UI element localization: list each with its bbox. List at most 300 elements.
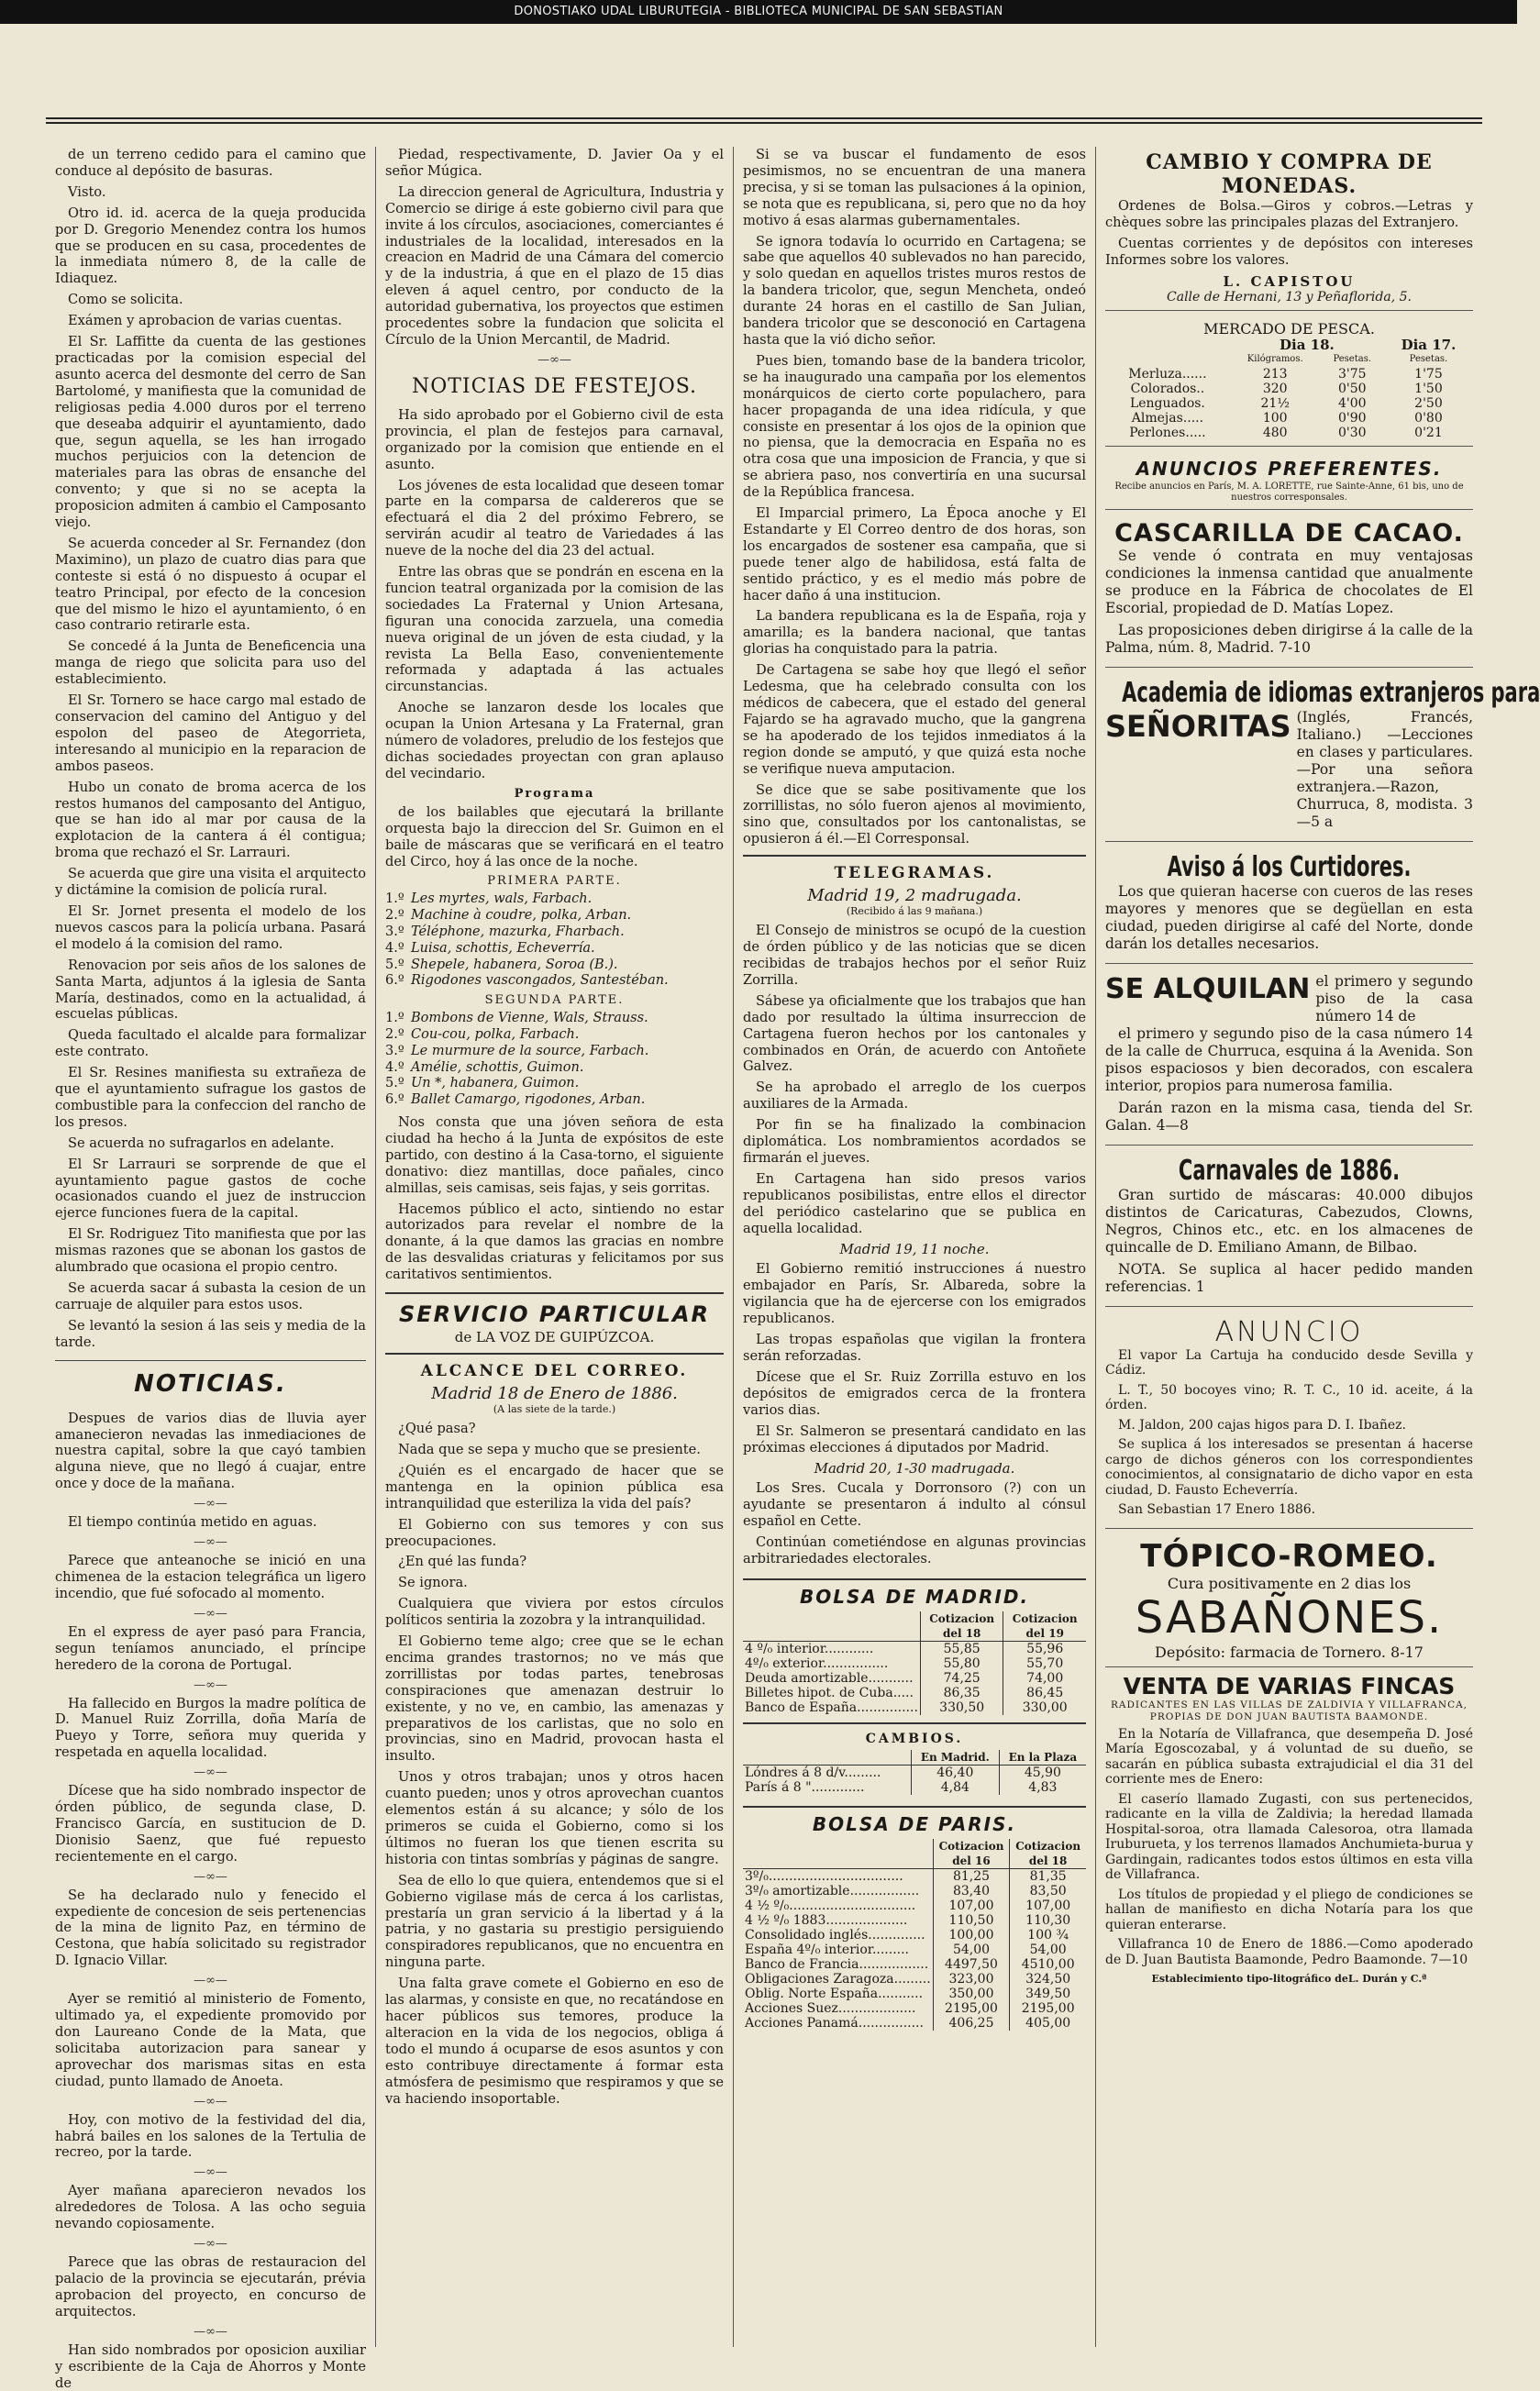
paragraph: En Cartagena han sido presos varios republicanos posibilistas, entre ellos el director del periódico castelarino que se publica en aquella localidad. bbox=[743, 1170, 1086, 1236]
program-item bbox=[385, 891, 724, 908]
row-label: 3º/₀................................. bbox=[745, 1868, 903, 1884]
cambios-row bbox=[743, 1765, 1086, 1780]
paragraph: Sea de ello lo que quiera, entendemos que si el Gobierno vigilase más de cerca á los carlistas, prestaría un gran servicio á la libertad y á la patria, y no gastaria su prestigio persiguiendo conspiradores republicanos, que no encuentra en ninguna parte. bbox=[385, 1872, 724, 1971]
row-value: 55,70 bbox=[1003, 1656, 1086, 1671]
program-number: 6.º bbox=[385, 1092, 404, 1108]
alcance-section bbox=[385, 1421, 724, 2107]
separator: —∞— bbox=[194, 1766, 227, 1780]
bolsa-madrid-row bbox=[743, 1686, 1086, 1700]
cambios-blank bbox=[743, 1750, 911, 1766]
row-value: 100,00 bbox=[933, 1928, 1010, 1943]
program-item bbox=[385, 1044, 724, 1060]
program-title: Le murmure de la source, Farbach. bbox=[411, 1043, 649, 1058]
program-number: 4.º bbox=[385, 940, 404, 956]
academia-senoritas: SEÑORITAS bbox=[1105, 708, 1291, 744]
cambios-table bbox=[743, 1750, 1086, 1795]
column-1 bbox=[46, 147, 376, 2391]
paragraph: Ha sido aprobado por el Gobierno civil de esta provincia, el plan de festejos para carnaval, organizado por la comision que entiende en el asunto. bbox=[385, 406, 724, 472]
pesca-col-kilos: Kilógramos. bbox=[1246, 353, 1303, 364]
paragraph: El Imparcial primero, La Época anoche y El Estandarte y El Correo dentro de dos horas, son los encargados de sostener esa campaña, que si puede tener algo de habilidosa, está falta de sentido práctico, y es el medio más pobre de hacer daño á una institucion. bbox=[743, 505, 1086, 603]
fincas-text4: Villafranca 10 de Enero de 1886.—Como apoderado de D. Juan Bautista Baamonde, Pedro Baamonde. 7—10 bbox=[1105, 1937, 1473, 1967]
fincas-title: VENTA DE VARIAS FINCAS bbox=[1123, 1672, 1456, 1699]
row-label: Acciones Suez................... bbox=[745, 2000, 916, 2016]
paragraph: ¿Quién es el encargado de hacer que se mantenga en la opinion pública esa intranquilidad que esteriliza la vida del país? bbox=[385, 1462, 724, 1511]
row-label: Merluza...... bbox=[1128, 366, 1207, 382]
program-item bbox=[385, 1060, 724, 1077]
alcance-time: (A las siete de la tarde.) bbox=[493, 1403, 616, 1416]
tel-date-1: Madrid 19, 2 madrugada. bbox=[807, 886, 1022, 906]
row-value: 54,00 bbox=[1010, 1943, 1086, 1957]
program-title: Shepele, habanera, Soroa (B.). bbox=[411, 957, 618, 972]
program-title: Machine à coudre, polka, Arban. bbox=[411, 908, 632, 924]
program-number: 5.º bbox=[385, 957, 404, 972]
alquilan-text-a: el primero y segundo piso de la casa número 14 de bbox=[1315, 972, 1473, 1024]
bolsa-paris-row bbox=[743, 1943, 1086, 1957]
separator: —∞— bbox=[194, 1974, 227, 1988]
row-label: Perlones..... bbox=[1129, 425, 1206, 440]
servicio-subheading: de LA VOZ DE GUIPÚZCOA. bbox=[454, 1329, 655, 1346]
ad-venta-fincas bbox=[1105, 1673, 1473, 1986]
row-value: 4'00 bbox=[1337, 395, 1367, 411]
bolsa-madrid-row bbox=[743, 1700, 1086, 1715]
paragraph: Piedad, respectivamente, D. Javier Oa y el señor Múgica. bbox=[385, 147, 724, 179]
row-value: 323,00 bbox=[933, 1972, 1010, 1987]
tel-date-3: Madrid 20, 1-30 madrugada. bbox=[814, 1460, 1015, 1478]
program-number: 2.º bbox=[385, 1027, 404, 1043]
paragraph: El Sr. Rodriguez Tito manifiesta que por las mismas razones que se abonan los gastos de alumbrado que ocasiona el propio centro. bbox=[55, 1226, 366, 1276]
telegram-block-3 bbox=[743, 1480, 1086, 1567]
top-rule bbox=[46, 117, 1482, 131]
paragraph: El Sr. Resines manifiesta su extrañeza de que el ayuntamiento sufrague los gastos de combustible para la confeccion del rancho de los presos. bbox=[55, 1065, 366, 1130]
program-title: Les myrtes, wals, Farbach. bbox=[411, 891, 593, 907]
paragraph: Se ignora todavía lo ocurrido en Cartagena; se sabe que aquellos 40 sublevados no han parecido, y solo quedan en aquellos tristes muros restos de la bandera tricolor, que, segun Mencheta, ondeó durante 24 horas en el castillo de San Julian, bandera tricolor que se desconoció en Cartagena hasta que la vió dicho señor. bbox=[743, 233, 1086, 348]
bolsa-paris-row bbox=[743, 1898, 1086, 1913]
separator: —∞— bbox=[194, 2165, 227, 2180]
anuncios-sub: Recibe anuncios en París, M. A. LORETTE, rue Sainte-Anne, 61 bis, uno de nuestros corresponsales. bbox=[1114, 481, 1464, 503]
pesca-row bbox=[1105, 367, 1473, 382]
program-item bbox=[385, 958, 724, 974]
row-value: 350,00 bbox=[933, 1987, 1010, 2001]
paragraph: Continúan cometiéndose en algunas provincias arbitrariedades electorales. bbox=[743, 1534, 1086, 1567]
row-value: 46,40 bbox=[911, 1765, 999, 1780]
paragraph: El Sr. Laffitte da cuenta de las gestiones practicadas por la comision especial del asunto acerca del desmonte del cerro de San Bartolomé, y manifiesta que la comunidad de religiosas pedia 4.000 duros por el terreno que deseaba adquirir el ayuntamiento, dado que, segun aquella, se les han irrogado muchos perjuicios con la detencion de materiales para las obras de ensanche del convento; y que si no se acepta la proposicion admiten á cambio el Camposanto viejo. bbox=[55, 334, 366, 531]
ad-cambio-monedas bbox=[1105, 147, 1473, 311]
bolsa-paris-col-a: Cotizacion del 16 bbox=[933, 1839, 1010, 1869]
paragraph: El Consejo de ministros se ocupó de la cuestion de órden público y de las noticias que se dicen recibidas de trabajos hechos por el señor Ruiz Zorrilla. bbox=[743, 923, 1086, 988]
cambio-name: L. CAPISTOU bbox=[1223, 272, 1356, 290]
paragraph: Si se va buscar el fundamento de esos pesimismos, no se encuentran de una manera precisa, y si se toman las pulsaciones á la opinion, se nota que es republicana, si, pero que no da hoy motivo á esas alarmas gubernamentales. bbox=[743, 147, 1086, 228]
bolsa-madrid-col-b: Cotizacion del 19 bbox=[1003, 1611, 1086, 1642]
paragraph: Renovacion por seis años de los salones de Santa Marta, adjuntos á la iglesia de Santa María, destinados, como en la actualidad, á escuelas públicas. bbox=[55, 957, 366, 1023]
program-item bbox=[385, 941, 724, 958]
row-label: 4 ½ º/₀............................... bbox=[745, 1898, 916, 1913]
cascarilla-text2: Las proposiciones deben dirigirse á la calle de la Palma, núm. 8, Madrid. 7-10 bbox=[1105, 621, 1473, 656]
carnavales-nota: NOTA. Se suplica al hacer pedido manden referencias. 1 bbox=[1105, 1260, 1473, 1295]
program-number: 3.º bbox=[385, 1043, 404, 1058]
separator: —∞— bbox=[194, 1535, 227, 1550]
paragraph: El Sr. Tornero se hace cargo mal estado de conservacion del camino del Antiguo y del espolon del paseo de Ategorrieta, interesando al municipio en la reparacion de ambos paseos. bbox=[55, 692, 366, 774]
paragraph: El Gobierno teme algo; cree que se le echan encima grandes trastornos; no ve más que zorrillistas por todas partes, tenebrosas conspiraciones que amenazan destruir lo existente, y no ve, en cambio, las amenazas y preparativos de los carlistas, que no solo en provincias, sino en Madrid, provocan hasta el insulto. bbox=[385, 1633, 724, 1765]
separator: —∞— bbox=[194, 1606, 227, 1621]
academia-title: Academia de idiomas extranjeros para bbox=[1122, 676, 1540, 709]
noticias-heading: NOTICIAS. bbox=[55, 1360, 366, 1398]
row-value: 86,35 bbox=[920, 1686, 1003, 1700]
printer-footer: Establecimiento tipo-litográfico deL. Durán y C.ª bbox=[1151, 1973, 1427, 1986]
paragraph: ¿En qué las funda? bbox=[398, 1554, 527, 1570]
anuncio-line-1: L. T., 50 bocoyes vino; R. T. C., 10 id. aceite, á la órden. bbox=[1105, 1382, 1473, 1413]
cambio-text2: Cuentas corrientes y de depósitos con intereses Informes sobre los valores. bbox=[1105, 235, 1473, 268]
cambios-row bbox=[743, 1780, 1086, 1795]
paragraph: Por fin se ha finalizado la combinacion diplomática. Los nombramientos acordados se firmarán el jueves. bbox=[743, 1117, 1086, 1166]
row-value: 1'75 bbox=[1414, 366, 1443, 382]
paragraph: Se acuerda no sufragarlos en adelante. bbox=[68, 1135, 335, 1151]
paragraph: Se acuerda sacar á subasta la cesion de un carruaje de alquiler para estos usos. bbox=[55, 1280, 366, 1312]
anuncio-line-2: M. Jaldon, 200 cajas higos para D. I. Ibañez. bbox=[1118, 1417, 1407, 1433]
pesca-day-1: Dia 18. bbox=[1280, 336, 1335, 353]
paragraph: El Sr Larrauri se sorprende de que el ayuntamiento pague gastos de coche ocasionados cuando el juez de instruccion ejerce funciones fuera de la capital. bbox=[55, 1156, 366, 1222]
fincas-text: En la Notaría de Villafranca, que desempeña D. José María Egoscozabal, y á voluntad de su dueño, se sacarán en pública subasta extrajudicial el dia 31 del corriente mes de Enero: bbox=[1105, 1726, 1473, 1788]
academia-text: (Inglés, Francés, Italiano.) —Lecciones en clases y particulares.—Por una señora extranjera.—Razon, Churruca, 8, modista. 3—5 a bbox=[1296, 708, 1473, 830]
row-value: 0'90 bbox=[1337, 410, 1367, 426]
cambio-title: CAMBIO Y COMPRA DE MONEDAS. bbox=[1146, 150, 1433, 198]
bolsa-madrid-heading: BOLSA DE MADRID. bbox=[743, 1578, 1086, 1608]
paragraph: El tiempo continúa metido en aguas. bbox=[68, 1514, 317, 1531]
separator: —∞— bbox=[537, 352, 571, 367]
separator: —∞— bbox=[194, 2324, 227, 2339]
program-number: 4.º bbox=[385, 1059, 404, 1075]
row-value: 330,50 bbox=[920, 1700, 1003, 1715]
paragraph: Se dice que se sabe positivamente que los zorrillistas, no sólo fueron ajenos al movimiento, sino que, consultados por los cantonalistas, se opusieron á él.—El Corresponsal. bbox=[743, 781, 1086, 847]
pesca-day-2: Dia 17. bbox=[1401, 336, 1457, 353]
pesca-blank-2 bbox=[1105, 352, 1230, 367]
program-item bbox=[385, 908, 724, 924]
telegramas-heading: TELEGRAMAS. bbox=[743, 855, 1086, 882]
cambios-col-b: En la Plaza bbox=[999, 1750, 1086, 1766]
row-value: 349,50 bbox=[1010, 1987, 1086, 2001]
program-number: 5.º bbox=[385, 1076, 404, 1091]
row-value: 81,25 bbox=[933, 1868, 1010, 1884]
bolsa-madrid-table bbox=[743, 1611, 1086, 1715]
row-value: 55,85 bbox=[920, 1641, 1003, 1656]
anuncio-line-3: Se suplica á los interesados se presentan á hacerse cargo de dichos géneros con los correspondientes conocimientos, al consignatario de dicho vapor en esta ciudad, D. Fausto Echeverría. bbox=[1105, 1437, 1473, 1498]
row-value: 3'75 bbox=[1337, 366, 1367, 382]
row-value: 83,40 bbox=[933, 1884, 1010, 1898]
cambios-heading: CAMBIOS. bbox=[743, 1722, 1086, 1746]
separator: —∞— bbox=[194, 2094, 227, 2109]
alquilan-big: SE ALQUILAN bbox=[1105, 972, 1311, 1005]
separator: —∞— bbox=[194, 2237, 227, 2252]
parte1-list bbox=[385, 891, 724, 990]
bolsa-paris-heading: BOLSA DE PARIS. bbox=[743, 1806, 1086, 1835]
row-value: 0'30 bbox=[1337, 425, 1367, 440]
paragraph: Se acuerda que gire una visita el arquitecto y dictámine la comision de policía rural. bbox=[55, 866, 366, 899]
anuncio-text: El vapor La Cartuja ha conducido desde Sevilla y Cádiz. bbox=[1105, 1347, 1473, 1378]
row-label: París á 8 "............. bbox=[745, 1779, 865, 1795]
row-value: 100 bbox=[1262, 410, 1288, 426]
paragraph: La direccion general de Agricultura, Industria y Comercio se dirige á este gobierno civil para que invite á los círculos, asociaciones, comerciantes é industriales de la localidad, interesados en la creacion en Madrid de una Cámara del comercio y de la industria, á que en el plazo de 15 dias eleven á aquel centro, por conducto de la autoridad gubernativa, los proyectos que estimen procedentes sobre la fundacion que solicita el Círculo de la Union Mercantil, de Madrid. bbox=[385, 183, 724, 348]
row-value: 2195,00 bbox=[933, 2001, 1010, 2016]
alquilan-text2: Darán razon en la misma casa, tienda del Sr. Galan. 4—8 bbox=[1105, 1099, 1473, 1134]
pesca-row bbox=[1105, 426, 1473, 440]
programa-intro: de los bailables que ejecutará la brillante orquesta bajo la direccion del Sr. Guimon en el baile de máscaras que se verificará en el teatro del Circo, hoy á las once de la noche. bbox=[385, 803, 724, 869]
paragraph: ¿Qué pasa? bbox=[398, 1421, 476, 1437]
ad-academia bbox=[1105, 673, 1540, 842]
row-value: 0'50 bbox=[1337, 381, 1367, 396]
row-label: Banco de España............... bbox=[745, 1699, 918, 1715]
program-number: 1.º bbox=[385, 1011, 404, 1026]
paragraph: Se acuerda conceder al Sr. Fernandez (don Maximino), un plazo de cuatro dias para que conteste si está ó no dispuesto á ocupar el teatro Principal, por efecto de la concesion que del mismo le hizo el ayuntamiento, ó en caso contrario retirarle esta. bbox=[55, 535, 366, 634]
paragraph: Las tropas españolas que vigilan la frontera serán reforzadas. bbox=[743, 1332, 1086, 1364]
festejos-heading: NOTICIAS DE FESTEJOS. bbox=[411, 374, 698, 398]
program-item bbox=[385, 973, 724, 990]
paragraph: Se ignora. bbox=[398, 1575, 468, 1591]
parte1-heading: PRIMERA PARTE. bbox=[487, 874, 622, 889]
ad-anuncio-vapor bbox=[1105, 1312, 1473, 1529]
cascarilla-text: Se vende ó contrata en muy ventajosas condiciones la inmensa cantidad que anualmente se produce en la Fábrica de chocolates de El Escorial, propiedad de D. Matías Lopez. bbox=[1105, 547, 1473, 616]
row-value: 405,00 bbox=[1010, 2016, 1086, 2031]
program-title: Cou-cou, polka, Farbach. bbox=[411, 1027, 580, 1043]
paragraph: Se ha aprobado el arreglo de los cuerpos auxiliares de la Armada. bbox=[743, 1079, 1086, 1112]
paragraph: Hubo un conato de broma acerca de los restos humanos del camposanto del Antiguo, que se han ido al mar por causa de la explotacion de la cantera á él contigua; broma que rechazó el Sr. Larrauri. bbox=[55, 779, 366, 861]
program-title: Téléphone, mazurka, Fharbach. bbox=[411, 924, 625, 940]
program-item bbox=[385, 1011, 724, 1027]
library-header: DONOSTIAKO UDAL LIBURUTEGIA - BIBLIOTECA MUNICIPAL DE SAN SEBASTIAN bbox=[0, 0, 1517, 24]
anuncios-title: ANUNCIOS PREFERENTES. bbox=[1136, 457, 1443, 480]
program-item bbox=[385, 1027, 724, 1044]
anuncio-date: San Sebastian 17 Enero 1886. bbox=[1118, 1502, 1316, 1518]
row-value: 480 bbox=[1262, 425, 1288, 440]
cascarilla-title: CASCARILLA DE CACAO. bbox=[1114, 518, 1464, 548]
topico-big: SABAÑONES. bbox=[1135, 1591, 1444, 1644]
row-label: 4 º/₀ interior............ bbox=[745, 1641, 874, 1656]
paragraph: Queda facultado el alcalde para formalizar este contrato. bbox=[55, 1027, 366, 1060]
ad-mercado-pesca bbox=[1105, 316, 1473, 447]
paragraph: Despues de varios dias de lluvia ayer amanecieron nevadas las inmediaciones de nuestra capital, sobre la que cayó tambien alguna nieve, que no llegó á cuajar, entre once y doce de la mañana. bbox=[55, 1410, 366, 1492]
paragraph: Pues bien, tomando base de la bandera tricolor, se ha inaugurado una campaña por los elementos monárquicos de cierto corte populachero, para hacer propaganda de una idea ridícula, y que consiste en presentar á los ojos de la opinion que no piensa, que la democracia en España no es otra cosa que una imposicion de Francia, y que si se abriera paso, nos convertiría en una sucursal de la República francesa. bbox=[743, 352, 1086, 501]
program-number: 3.º bbox=[385, 924, 404, 940]
cambio-address: Calle de Hernani, 13 y Peñaflorida, 5. bbox=[1167, 289, 1412, 304]
pesca-table bbox=[1105, 338, 1473, 440]
ad-se-alquilan bbox=[1105, 969, 1473, 1146]
row-value: 54,00 bbox=[933, 1943, 1010, 1957]
paragraph: Entre las obras que se pondrán en escena en la funcion teatral organizada por la comision de las sociedades La Fraternal y Union Artesana, figuran una conocida zarzuela, una comedia nueva original de un jóven de esta ciudad, y la revista La Bella Easo, convenientemente reformada y adaptada á las actuales circunstancias. bbox=[385, 564, 724, 695]
ad-cascarilla bbox=[1105, 515, 1473, 668]
tel-received: (Recibido á las 9 mañana.) bbox=[846, 905, 983, 918]
bolsa-paris-row bbox=[743, 2016, 1086, 2031]
row-value: 74,25 bbox=[920, 1671, 1003, 1686]
paragraph: Cualquiera que viviera por estos círculos políticos sentiria la zozobra y la intranquilidad. bbox=[385, 1596, 724, 1629]
row-value: 74,00 bbox=[1003, 1671, 1086, 1686]
row-value: 100 ¾ bbox=[1010, 1928, 1086, 1943]
paragraph: Los Sres. Cucala y Dorronsoro (?) con un ayudante se presentaron á indulto al cónsul español en Cette. bbox=[743, 1480, 1086, 1530]
fincas-sub: RADICANTES EN LAS VILLAS DE ZALDIVIA Y VILLAFRANCA, PROPIAS DE DON JUAN BAUTISTA BAAMONDE. bbox=[1110, 1699, 1468, 1722]
paragraph: El Sr. Jornet presenta el modelo de los nuevos cascos para la policía urbana. Pasará el modelo á la comision del ramo. bbox=[55, 902, 366, 952]
bolsa-madrid-row bbox=[743, 1641, 1086, 1656]
cambio-text: Ordenes de Bolsa.—Giros y cobros.—Letras y chèques sobre las principales plazas del Extranjero. bbox=[1105, 198, 1473, 230]
tel-date-2: Madrid 19, 11 noche. bbox=[839, 1241, 990, 1258]
program-item bbox=[385, 1076, 724, 1092]
row-value: 21½ bbox=[1260, 395, 1290, 411]
row-value: 406,25 bbox=[933, 2016, 1010, 2031]
row-value: 4,84 bbox=[911, 1780, 999, 1795]
row-label: Deuda amortizable........... bbox=[745, 1670, 914, 1686]
row-label: España 4º/₀ interior......... bbox=[745, 1942, 910, 1957]
fincas-text2: El caserío llamado Zugasti, con sus pertenecidos, radicante en la villa de Zaldivia; la heredad llamada Hospital-soroa, otra llamada Calesoroa, otra llamada Iruburueta, y los terrenos llamados Anchumieta-burua y Gardingain, radicantes todos estos últimos en esta villa de Villafranca. bbox=[1105, 1791, 1473, 1883]
row-label: Consolidado inglés.............. bbox=[745, 1927, 925, 1943]
paragraph: El Gobierno con sus temores y con sus preocupaciones. bbox=[385, 1516, 724, 1549]
row-value: 45,90 bbox=[999, 1765, 1086, 1780]
row-value: 107,00 bbox=[933, 1898, 1010, 1913]
alcance-date: Madrid 18 de Enero de 1886. bbox=[431, 1384, 678, 1404]
paragraph: Hoy, con motivo de la festividad del dia, habrá bailes en los salones de la Tertulia de recreo, por la tarde. bbox=[55, 2111, 366, 2161]
column-2-top bbox=[385, 147, 724, 349]
paragraph: Parece que las obras de restauracion del palacio de la provincia se ejecutarán, prévia aprobacion del proyecto, en concurso de arquitectos. bbox=[55, 2254, 366, 2319]
pesca-row bbox=[1105, 382, 1473, 396]
topico-sub: Cura positivamente en 2 dias los bbox=[1167, 1574, 1412, 1592]
bolsa-paris-row bbox=[743, 1987, 1086, 2001]
row-label: Colorados.. bbox=[1130, 381, 1205, 396]
paragraph: La bandera republicana es la de España, roja y amarilla; es la bandera nacional, que tantas glorias ha conquistado para la patria. bbox=[743, 608, 1086, 658]
row-value: 55,96 bbox=[1003, 1641, 1086, 1656]
row-value: 86,45 bbox=[1003, 1686, 1086, 1700]
row-value: 330,00 bbox=[1003, 1700, 1086, 1715]
pesca-blank bbox=[1105, 338, 1230, 352]
row-label: Acciones Panamá................ bbox=[745, 2015, 924, 2031]
paragraph: Sábese ya oficialmente que los trabajos que han dado por resultado la última insurreccion de Cartagena fueron hechos por los cantonales y combinados en Orán, de acuerdo con Antoñete Galvez. bbox=[743, 992, 1086, 1075]
bolsa-madrid-col-a: Cotizacion del 18 bbox=[920, 1611, 1003, 1642]
anuncio-title: ANUNCIO bbox=[1214, 1315, 1364, 1348]
pesca-row bbox=[1105, 411, 1473, 426]
program-title: Amélie, schottis, Guimon. bbox=[411, 1059, 584, 1075]
separator: —∞— bbox=[194, 1677, 227, 1692]
paragraph: En el express de ayer pasó para Francia, segun teníamos anunciado, el príncipe heredero de la corona de Portugal. bbox=[55, 1623, 366, 1673]
paragraph: Se levantó la sesion á las seis y media de la tarde. bbox=[55, 1317, 366, 1350]
row-label: Obligaciones Zaragoza......... bbox=[745, 1971, 931, 1987]
alquilan-text: el primero y segundo piso de la casa número 14 de la calle de Churruca, esquina á la Avenida. Son pisos espaciosos y bien decorados, con escalera interior, propios para numerosa familia. bbox=[1105, 1024, 1473, 1094]
topico-deposito: Depósito: farmacia de Tornero. 8-17 bbox=[1155, 1643, 1424, 1661]
paragraph: Dícese que ha sido nombrado inspector de órden público, de segunda clase, D. Francisco García, en sustitucion de D. Dionisio Saenz, que fué repuesto recientemente en el cargo. bbox=[55, 1783, 366, 1865]
parte2-heading: SEGUNDA PARTE. bbox=[484, 993, 625, 1008]
row-value: 4497,50 bbox=[933, 1957, 1010, 1972]
row-value: 4510,00 bbox=[1010, 1957, 1086, 1972]
program-title: Bombons de Vienne, Wals, Strauss. bbox=[411, 1011, 648, 1026]
paragraph: Nos consta que una jóven señora de esta ciudad ha hecho á la Junta de expósitos de este partido, con destino á la Casa-torno, el siguiente donativo: diez mantillas, doce pañales, cinco almillas, seis camisas, seis fajas, y seis gorritas. bbox=[385, 1114, 724, 1196]
program-item bbox=[385, 924, 724, 941]
ad-carnavales bbox=[1105, 1151, 1473, 1307]
alcance-heading: ALCANCE DEL CORREO. bbox=[385, 1353, 724, 1380]
bolsa-paris-row bbox=[743, 2001, 1086, 2016]
topico-title: TÓPICO-ROMEO. bbox=[1140, 1537, 1438, 1575]
row-value: 2'50 bbox=[1414, 395, 1443, 411]
row-value: 1'50 bbox=[1414, 381, 1443, 396]
row-value: 110,30 bbox=[1010, 1913, 1086, 1928]
program-number: 2.º bbox=[385, 908, 404, 924]
program-title: Rigodones vascongados, Santestéban. bbox=[411, 973, 669, 989]
row-value: 110,50 bbox=[933, 1913, 1010, 1928]
row-label: Billetes hipot. de Cuba..... bbox=[745, 1685, 914, 1700]
bolsa-paris-row bbox=[743, 1913, 1086, 1928]
festejos-section bbox=[385, 407, 724, 782]
row-label: Lóndres á 8 d/v......... bbox=[745, 1765, 881, 1780]
bolsa-paris-row bbox=[743, 1868, 1086, 1884]
pesca-col-pesetas-1: Pesetas. bbox=[1333, 353, 1372, 364]
program-title: Un *, habanera, Guimon. bbox=[411, 1076, 580, 1091]
paragraph: Nada que se sepa y mucho que se presiente. bbox=[398, 1441, 701, 1457]
donativo-section bbox=[385, 1114, 724, 1283]
row-value: 83,50 bbox=[1010, 1884, 1086, 1898]
row-value: 324,50 bbox=[1010, 1972, 1086, 1987]
fincas-text3: Los títulos de propiedad y el pliego de condiciones se hallan de manifiesto en dicha Notaría para los que quieran enterarse. bbox=[1105, 1887, 1473, 1932]
paragraph: Se ha declarado nulo y fenecido el expediente de concesion de seis pertenencias de la mina de lignito Paz, en término de Cestona, que había solicitado su registrador D. Ignacio Villar. bbox=[55, 1887, 366, 1969]
carnavales-text: Gran surtido de máscaras: 40.000 dibujos distintos de Caricaturas, Cabezudos, Clowns, Negros, Chinos etc., etc. en los almacenes de quincalle de D. Emiliano Amann, de Bilbao. bbox=[1105, 1186, 1473, 1256]
bolsa-paris-row bbox=[743, 1972, 1086, 1987]
pesca-row bbox=[1105, 396, 1473, 411]
paragraph: El Gobierno remitió instrucciones á nuestro embajador en París, Sr. Albareda, sobre la vigilancia que ha de ejercerse con los emigrados republicanos. bbox=[743, 1261, 1086, 1327]
row-label: Lenguados. bbox=[1129, 395, 1205, 411]
paragraph: Hacemos público el acto, sintiendo no estar autorizados para revelar el nombre de la donante, á la que damos las gracias en nombre de las desvalidas criaturas y felicitamos por sus caritativos sentimientos. bbox=[385, 1201, 724, 1283]
paragraph: Han sido nombrados por oposicion auxiliar y escribiente de la Caja de Ahorros y Monte de bbox=[55, 2341, 366, 2391]
row-value: 320 bbox=[1262, 381, 1288, 396]
row-value: 4,83 bbox=[999, 1780, 1086, 1795]
bolsa-paris-row bbox=[743, 1957, 1086, 1972]
paragraph: Una falta grave comete el Gobierno en eso de las alarmas, y consiste en que, no recatándose en hacer públicos sus temores, produce la alteracion en la vida de los negocios, obliga á todo el mundo á ocuparse de esos asuntos y con esto contribuye directamente á formar esta atmósfera de pesimismo que respiramos y que se va haciendo insoportable. bbox=[385, 1976, 724, 2107]
bolsa-paris-row bbox=[743, 1884, 1086, 1898]
paragraph: Como se solicita. bbox=[68, 292, 183, 308]
row-value: 0'80 bbox=[1414, 410, 1443, 426]
row-value: 0'21 bbox=[1414, 425, 1443, 440]
program-number: 6.º bbox=[385, 973, 404, 989]
aviso-text: Los que quieran hacerse con cueros de las reses mayores y menores que se degüellan en esta ciudad, pueden dirigirse al café del Norte, donde darán los detalles necesarios. bbox=[1105, 882, 1473, 952]
program-title: Ballet Camargo, rigodones, Arban. bbox=[411, 1092, 646, 1108]
paragraph: de un terreno cedido para el camino que conduce al depósito de basuras. bbox=[55, 147, 366, 179]
row-value: 55,80 bbox=[920, 1656, 1003, 1671]
columns bbox=[46, 147, 1540, 2391]
telegram-block-2 bbox=[743, 1261, 1086, 1456]
column-4 bbox=[1096, 147, 1540, 2347]
aviso-title: Aviso á los Curtidores. bbox=[1167, 850, 1412, 883]
ad-aviso-curtidores bbox=[1105, 847, 1473, 964]
paragraph: Ayer se remitió al ministerio de Fomento, ultimado ya, el expediente promovido por don Laureano Conde de la Mata, que solicitaba autorizacion para sanear y aprovechar dos marismas sitas en esta ciudad, punto llamado de Anoeta. bbox=[55, 1991, 366, 2089]
row-label: Banco de Francia................. bbox=[745, 1956, 929, 1972]
programa-heading: Programa bbox=[514, 786, 595, 801]
paragraph: Visto. bbox=[68, 183, 106, 200]
pesca-col-pesetas-2: Pesetas. bbox=[1409, 353, 1448, 364]
cambios-col-a: En Madrid. bbox=[911, 1750, 999, 1766]
program-title: Luisa, schottis, Echeverría. bbox=[411, 940, 595, 956]
paragraph: Se concedé á la Junta de Beneficencia una manga de riego que solicita para uso del establecimiento. bbox=[55, 638, 366, 688]
paragraph: Los jóvenes de esta localidad que deseen tomar parte en la comparsa de caldereros que se efectuará el dia 2 del próximo Febrero, se servirán acudir al teatro de Variedades á las nueve de la noche del dia 23 del actual. bbox=[385, 477, 724, 559]
carnavales-title: Carnavales de 1886. bbox=[1178, 1154, 1401, 1187]
column-2 bbox=[376, 147, 734, 2347]
row-label: Almejas..... bbox=[1131, 410, 1204, 426]
row-label: 3º/₀ amortizable................. bbox=[745, 1883, 920, 1898]
ad-topico-romeo bbox=[1105, 1534, 1473, 1667]
separator: —∞— bbox=[194, 1869, 227, 1884]
paragraph: El Sr. Salmeron se presentará candidato en las próximas elecciones á diputados por Madrid. bbox=[743, 1422, 1086, 1456]
row-value: 81,35 bbox=[1010, 1868, 1086, 1884]
bolsa-paris-blank bbox=[743, 1839, 933, 1869]
row-value: 213 bbox=[1262, 366, 1288, 382]
bolsa-paris-table bbox=[743, 1839, 1086, 2031]
row-label: 4 ½ º/₀ 1883.................... bbox=[745, 1912, 908, 1928]
program-number: 1.º bbox=[385, 891, 404, 907]
bolsa-paris-row bbox=[743, 1928, 1086, 1943]
bolsa-madrid-row bbox=[743, 1656, 1086, 1671]
bolsa-madrid-blank bbox=[743, 1611, 920, 1642]
bolsa-paris-col-b: Cotizacion del 18 bbox=[1010, 1839, 1086, 1869]
row-value: 2195,00 bbox=[1010, 2001, 1086, 2016]
paragraph: Unos y otros trabajan; unos y otros hacen cuanto pueden; unos y otros aprovechan cuantos elementos están á su alcance; y sólo de los primeros se cuida el Gobierno, como si los últimos no fueran los que tienen escrita su historia con tintas sombrías y páginas de sangre. bbox=[385, 1769, 724, 1867]
